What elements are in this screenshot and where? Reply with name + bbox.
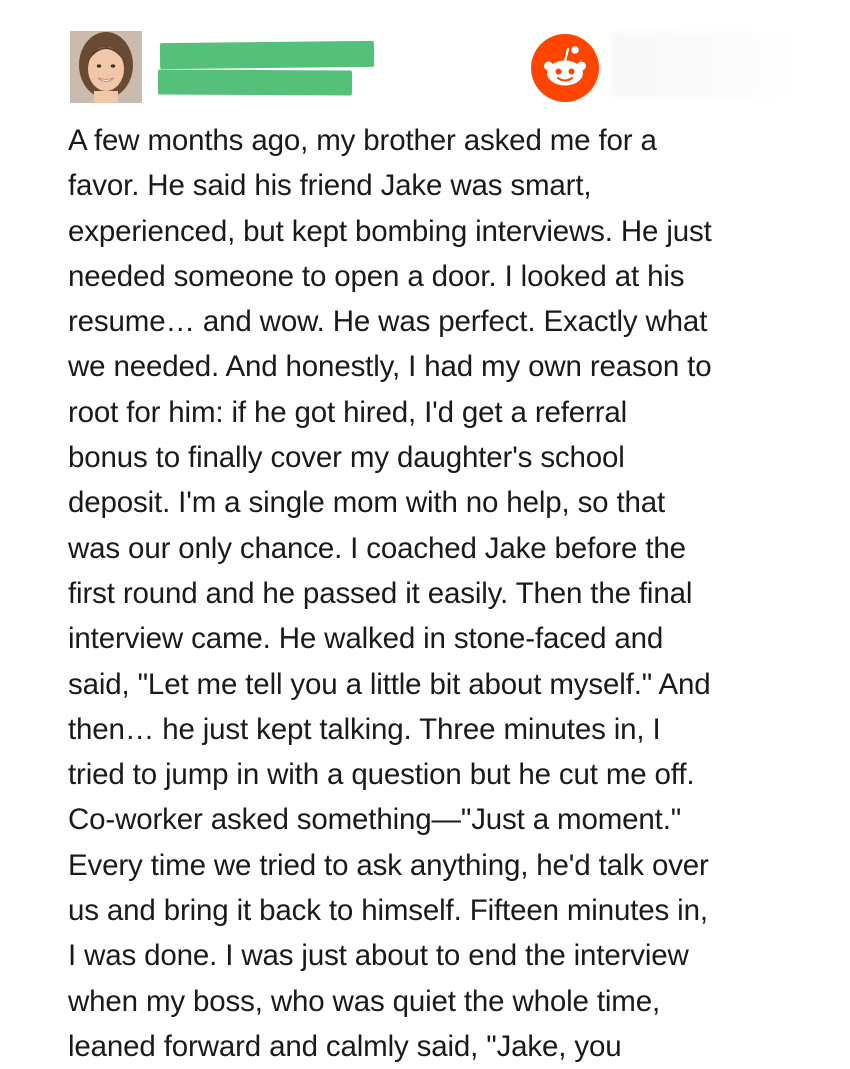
- post-body-line: us and bring it back to himself. Fifteen minutes in,: [68, 894, 708, 928]
- post-body-line: resume… and wow. He was perfect. Exactly what: [68, 305, 708, 339]
- post-body-line: bonus to finally cover my daughter's school: [68, 441, 625, 475]
- post-body-line: leaned forward and calmly said, "Jake, you: [68, 1029, 622, 1063]
- post-body-line: Every time we tried to ask anything, he'd talk over: [68, 848, 709, 882]
- post-body-line: then… he just kept talking. Three minutes in, I: [68, 712, 661, 746]
- post-body-line: we needed. And honestly, I had my own reason to: [68, 350, 712, 384]
- author-avatar[interactable]: [70, 31, 142, 103]
- post-body-line: tried to jump in with a question but he cut me off.: [68, 758, 695, 792]
- user-avatar-icon: [70, 31, 142, 103]
- post-body-line: favor. He said his friend Jake was smart,: [68, 169, 592, 203]
- username-redaction: [160, 41, 374, 69]
- post-body: [68, 118, 808, 1069]
- post-body-line: first round and he passed it easily. Then the final: [68, 576, 693, 610]
- post-body-line: experienced, but kept bombing interviews. He just: [68, 214, 712, 248]
- handle-redaction: [158, 69, 352, 95]
- post-body-line: was our only chance. I coached Jake before the: [68, 531, 686, 565]
- blurred-region: [612, 32, 802, 98]
- post-body-line: A few months ago, my brother asked me for a: [68, 124, 657, 157]
- reddit-logo-icon: [531, 34, 599, 102]
- post-body-line: Co-worker asked something—"Just a moment.": [68, 803, 682, 837]
- post-body-line: root for him: if he got hired, I'd get a referral: [68, 395, 628, 429]
- post-body-line: said, "Let me tell you a little bit about myself." And: [68, 667, 711, 701]
- post-body-line: interview came. He walked in stone-faced and: [68, 622, 664, 656]
- post-body-line: when my boss, who was quiet the whole time,: [68, 984, 661, 1018]
- post-body-line: needed someone to open a door. I looked at his: [68, 259, 685, 293]
- post-header: [0, 0, 850, 120]
- post-body-line: deposit. I'm a single mom with no help, so that: [68, 486, 666, 520]
- post-body-line: I was done. I was just about to end the interview: [68, 939, 689, 973]
